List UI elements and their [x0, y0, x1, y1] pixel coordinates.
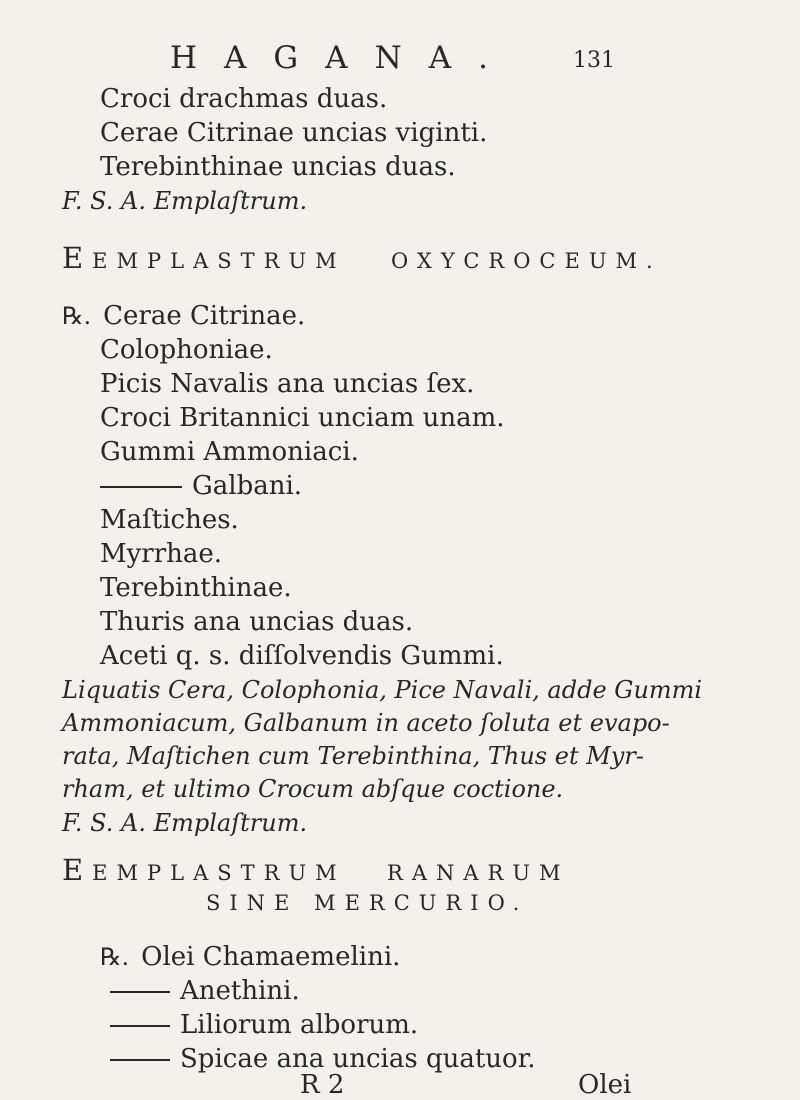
ingredient-line: Galbani.: [100, 471, 302, 501]
recipe-title-word: EMPLASTRUM: [92, 249, 346, 273]
ingredient-line: Colophoniae.: [100, 335, 273, 365]
ingredient-line: Spicae ana uncias quatuor.: [110, 1044, 536, 1074]
ditto-dash: [110, 1059, 170, 1061]
recipe-title: EEMPLASTRUM RANARUM: [62, 853, 570, 887]
recipe-title-word: EMPLASTRUM: [92, 861, 346, 885]
page-number: 131: [573, 48, 615, 73]
recipe-title-word: OXYCROCEUM.: [391, 249, 662, 273]
ditto-dash: [110, 1025, 170, 1027]
ingredient-line: Aceti q. s. diſſolvendis Gummi.: [100, 641, 504, 671]
recipe-signature: F. S. A. Emplaſtrum.: [62, 809, 308, 837]
text-line: Cerae Citrinae uncias viginti.: [100, 118, 488, 148]
ingredient-line: Myrrhae.: [100, 539, 223, 569]
ingredient-line: ℞. Olei Chamaemelini.: [100, 942, 401, 972]
ditto-dash: [100, 486, 182, 488]
recipe-title: EEMPLASTRUM OXYCROCEUM.: [62, 241, 662, 275]
running-title: HAGANA.: [170, 40, 515, 76]
ingredient-line: Terebinthinae.: [100, 573, 292, 603]
ingredient-line: Maſtiches.: [100, 505, 239, 535]
instruction-line: rata, Maſtichen cum Terebinthina, Thus et Myr-: [62, 742, 644, 770]
text-line: Croci drachmas duas.: [100, 84, 388, 114]
recipe-symbol: ℞.: [62, 302, 92, 330]
recipe-signature: F. S. A. Emplaſtrum.: [62, 187, 308, 215]
ingredient-line: Anethini.: [110, 976, 300, 1006]
recipe-symbol: ℞.: [100, 943, 130, 971]
ingredient-line: ℞. Cerae Citrinae.: [62, 301, 306, 331]
ingredient-line: Liliorum alborum.: [110, 1010, 418, 1040]
ingredient-line: Picis Navalis ana uncias ſex.: [100, 369, 475, 399]
recipe-title-word: RANARUM: [387, 861, 570, 885]
instruction-line: Liquatis Cera, Colophonia, Pice Navali, adde Gummi: [62, 676, 703, 704]
text-line: Terebinthinae uncias duas.: [100, 152, 456, 182]
catchword: Olei: [578, 1070, 632, 1100]
recipe-subtitle: SINE MERCURIO.: [206, 891, 529, 915]
instruction-line: rham, et ultimo Crocum abſque coctione.: [62, 775, 564, 803]
ingredient-line: Thuris ana uncias duas.: [100, 607, 414, 637]
ingredient-line: Croci Britannici unciam unam.: [100, 403, 505, 433]
instruction-line: Ammoniacum, Galbanum in aceto ſoluta et evapo-: [62, 709, 670, 737]
ingredient-line: Gummi Ammoniaci.: [100, 437, 359, 467]
signature-mark: R 2: [300, 1070, 345, 1100]
ditto-dash: [110, 991, 170, 993]
